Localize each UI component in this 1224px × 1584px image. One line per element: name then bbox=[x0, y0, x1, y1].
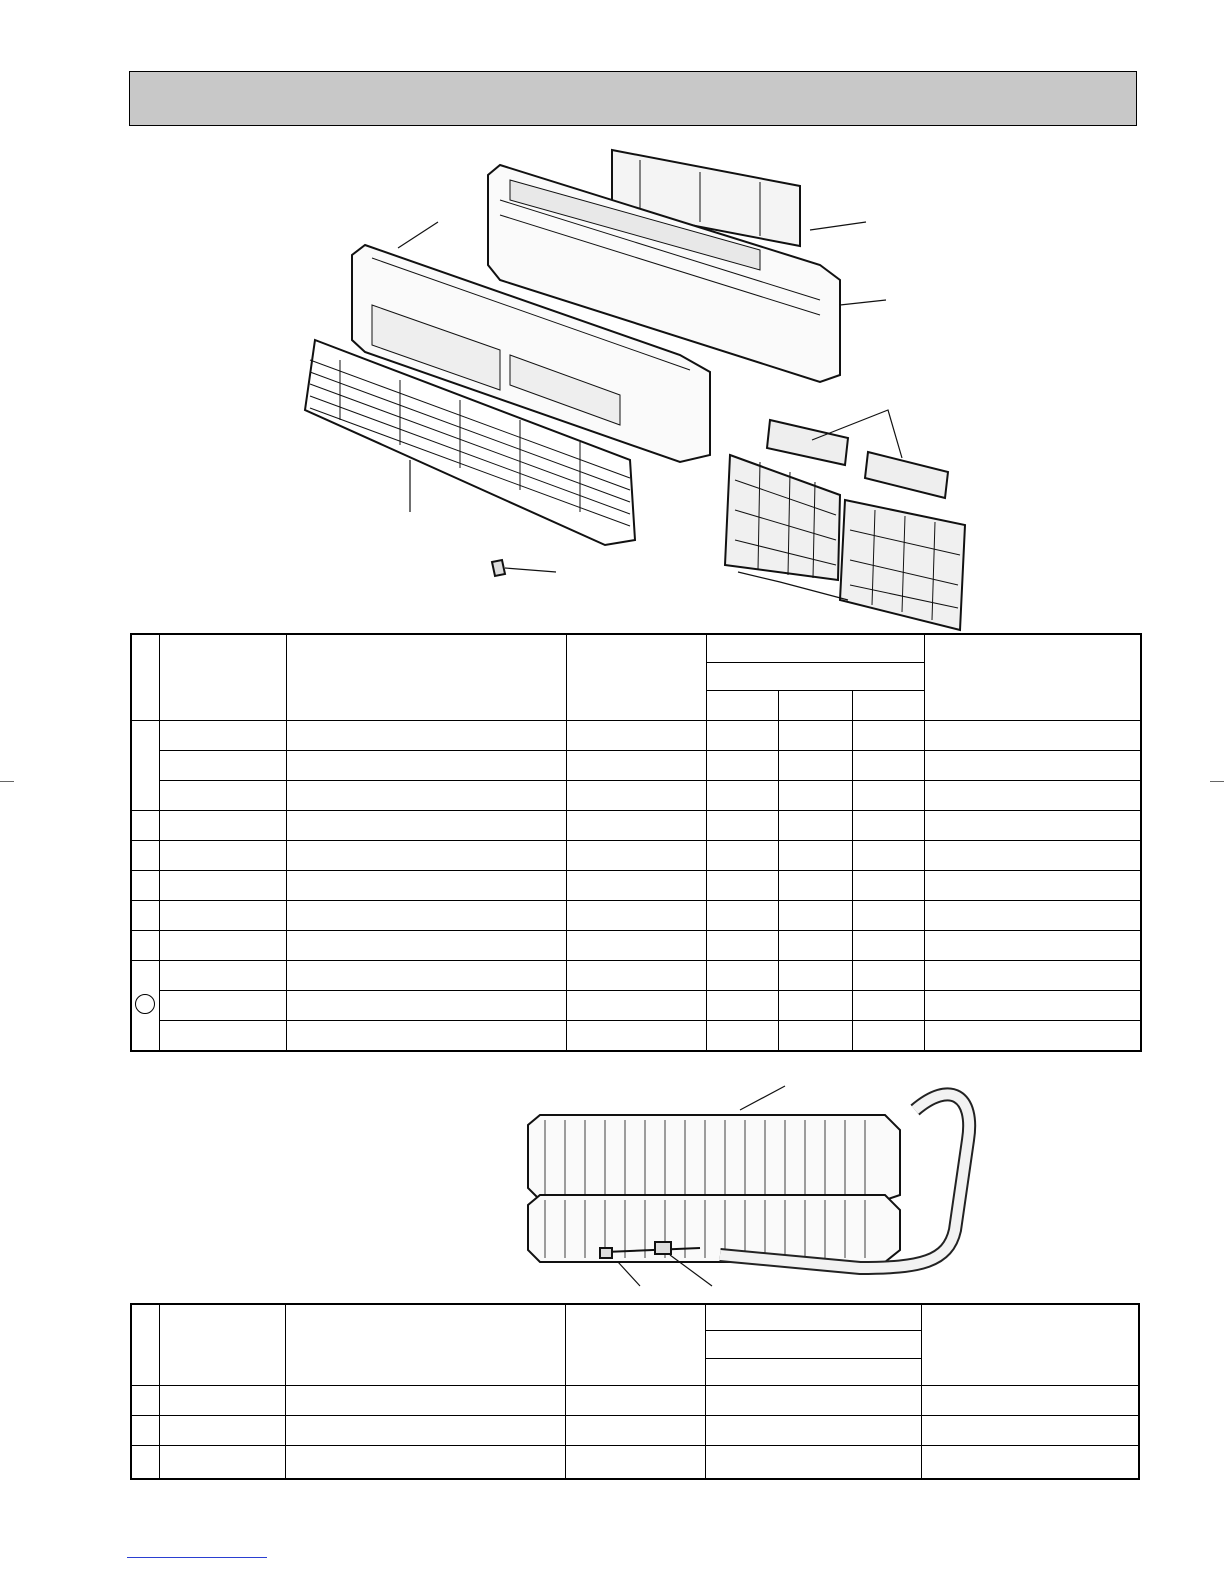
cell-remarks bbox=[921, 1446, 1139, 1480]
cell-mark bbox=[131, 901, 159, 931]
row-mark-group-2 bbox=[131, 961, 159, 1052]
row-mark-group-1 bbox=[131, 721, 159, 811]
cell-remarks bbox=[924, 961, 1141, 991]
cell-qty bbox=[778, 841, 852, 871]
cell-part bbox=[159, 1386, 285, 1416]
header-quantity-group bbox=[706, 634, 924, 663]
cell-qty bbox=[778, 811, 852, 841]
header-qty-col-1 bbox=[706, 691, 778, 721]
cell-part bbox=[159, 841, 286, 871]
table-row bbox=[131, 871, 1141, 901]
cell-qty bbox=[778, 781, 852, 811]
cell-qty bbox=[778, 991, 852, 1021]
header-quantity-group bbox=[705, 1304, 921, 1331]
header-symbol bbox=[565, 1304, 705, 1386]
cell-qty bbox=[852, 781, 924, 811]
cell-part bbox=[159, 751, 286, 781]
table-row bbox=[131, 1021, 1141, 1052]
header-description bbox=[285, 1304, 565, 1386]
cell-symbol bbox=[565, 1446, 705, 1480]
cell-part bbox=[159, 901, 286, 931]
crop-mark-right bbox=[1210, 781, 1224, 782]
cell-qty bbox=[852, 1021, 924, 1052]
cell-part bbox=[159, 811, 286, 841]
chassis-body bbox=[352, 245, 710, 462]
cell-symbol bbox=[566, 871, 706, 901]
cell-qty bbox=[706, 931, 778, 961]
cell-description bbox=[286, 991, 566, 1021]
cell-description bbox=[285, 1446, 565, 1480]
cell-qty bbox=[706, 721, 778, 751]
cell-description bbox=[286, 721, 566, 751]
purifier-filter-right bbox=[865, 452, 948, 498]
indoor-parts-table bbox=[130, 633, 1142, 1052]
cell-remarks bbox=[924, 841, 1141, 871]
circle-mark-icon bbox=[135, 994, 155, 1014]
header-quantity-sub bbox=[705, 1331, 921, 1359]
table-row bbox=[131, 811, 1141, 841]
front-grille bbox=[305, 340, 635, 545]
header-qty-col-3 bbox=[852, 691, 924, 721]
table-row bbox=[131, 1416, 1139, 1446]
cell-part bbox=[159, 931, 286, 961]
table-header-row bbox=[131, 634, 1141, 663]
cell-qty bbox=[852, 751, 924, 781]
cell-remarks bbox=[924, 991, 1141, 1021]
header-qty-col bbox=[705, 1359, 921, 1386]
cell-mark bbox=[131, 1446, 159, 1480]
cell-symbol bbox=[566, 1021, 706, 1052]
footer-link[interactable] bbox=[127, 1557, 267, 1558]
cell-qty bbox=[705, 1446, 921, 1480]
table-row bbox=[131, 961, 1141, 991]
cell-symbol bbox=[566, 961, 706, 991]
cell-qty bbox=[706, 811, 778, 841]
cell-qty bbox=[778, 961, 852, 991]
header-quantity-sub bbox=[706, 663, 924, 691]
cell-qty bbox=[705, 1386, 921, 1416]
cell-description bbox=[286, 751, 566, 781]
cell-qty bbox=[852, 721, 924, 751]
cell-remarks bbox=[921, 1416, 1139, 1446]
cell-symbol bbox=[566, 901, 706, 931]
heat-exchanger-diagram bbox=[528, 1086, 969, 1286]
header-part-no bbox=[159, 634, 286, 721]
cell-description bbox=[286, 1021, 566, 1052]
cell-remarks bbox=[924, 871, 1141, 901]
cell-symbol bbox=[566, 751, 706, 781]
cell-part bbox=[159, 721, 286, 751]
cell-qty bbox=[778, 871, 852, 901]
air-filter-right bbox=[840, 500, 965, 630]
cell-part bbox=[159, 961, 286, 991]
cell-part bbox=[159, 1416, 285, 1446]
cell-description bbox=[286, 781, 566, 811]
cell-qty bbox=[706, 961, 778, 991]
header-mark bbox=[131, 634, 159, 721]
table-row bbox=[131, 1446, 1139, 1480]
cell-symbol bbox=[566, 811, 706, 841]
cell-symbol bbox=[566, 991, 706, 1021]
cell-part bbox=[159, 781, 286, 811]
cell-description bbox=[286, 871, 566, 901]
table-row bbox=[131, 991, 1141, 1021]
cell-qty bbox=[705, 1416, 921, 1446]
cell-description bbox=[285, 1416, 565, 1446]
cell-description bbox=[286, 901, 566, 931]
header-description bbox=[286, 634, 566, 721]
cell-remarks bbox=[924, 931, 1141, 961]
cell-mark bbox=[131, 931, 159, 961]
cell-qty bbox=[852, 961, 924, 991]
cell-qty bbox=[852, 991, 924, 1021]
cell-remarks bbox=[924, 781, 1141, 811]
cell-mark bbox=[131, 811, 159, 841]
cell-remarks bbox=[924, 811, 1141, 841]
cell-remarks bbox=[921, 1386, 1139, 1416]
header-qty-col-2 bbox=[778, 691, 852, 721]
table-row bbox=[131, 781, 1141, 811]
cell-mark bbox=[131, 1386, 159, 1416]
cell-qty bbox=[778, 931, 852, 961]
cell-symbol bbox=[566, 931, 706, 961]
table-row bbox=[131, 841, 1141, 871]
cell-qty bbox=[852, 931, 924, 961]
header-remarks bbox=[921, 1304, 1139, 1386]
cell-part bbox=[159, 1446, 285, 1480]
cell-symbol bbox=[565, 1416, 705, 1446]
table-row bbox=[131, 1386, 1139, 1416]
cell-qty bbox=[778, 721, 852, 751]
cell-description bbox=[286, 931, 566, 961]
cell-remarks bbox=[924, 751, 1141, 781]
cell-qty bbox=[706, 841, 778, 871]
cell-qty bbox=[852, 841, 924, 871]
cell-description bbox=[286, 961, 566, 991]
cell-part bbox=[159, 1021, 286, 1052]
table-row bbox=[131, 751, 1141, 781]
cell-qty bbox=[852, 901, 924, 931]
table-row bbox=[131, 721, 1141, 751]
table-row bbox=[131, 901, 1141, 931]
cell-qty bbox=[706, 991, 778, 1021]
cell-qty bbox=[706, 871, 778, 901]
cell-mark bbox=[131, 1416, 159, 1446]
table-row bbox=[131, 931, 1141, 961]
installation-plate bbox=[612, 150, 800, 246]
header-mark bbox=[131, 1304, 159, 1386]
table-header-row bbox=[131, 1304, 1139, 1331]
cell-remarks bbox=[924, 1021, 1141, 1052]
cell-part bbox=[159, 991, 286, 1021]
small-clip bbox=[492, 560, 505, 576]
heat-exchanger-parts-table bbox=[130, 1303, 1140, 1480]
cell-symbol bbox=[566, 781, 706, 811]
header-part-no bbox=[159, 1304, 285, 1386]
cell-description bbox=[285, 1386, 565, 1416]
cell-description bbox=[286, 841, 566, 871]
cell-qty bbox=[778, 1021, 852, 1052]
air-filter-left bbox=[725, 455, 840, 580]
cell-symbol bbox=[565, 1386, 705, 1416]
purifier-filter-left bbox=[767, 420, 848, 465]
cell-mark bbox=[131, 841, 159, 871]
cell-qty bbox=[706, 1021, 778, 1052]
cell-qty bbox=[852, 871, 924, 901]
cell-qty bbox=[706, 901, 778, 931]
cell-qty bbox=[778, 751, 852, 781]
cell-remarks bbox=[924, 721, 1141, 751]
header-symbol bbox=[566, 634, 706, 721]
cell-qty bbox=[706, 751, 778, 781]
crop-mark-left bbox=[0, 781, 14, 782]
cell-qty bbox=[706, 781, 778, 811]
cell-symbol bbox=[566, 721, 706, 751]
cell-qty bbox=[778, 901, 852, 931]
cell-description bbox=[286, 811, 566, 841]
cell-part bbox=[159, 871, 286, 901]
cell-remarks bbox=[924, 901, 1141, 931]
cell-mark bbox=[131, 871, 159, 901]
header-remarks bbox=[924, 634, 1141, 721]
rear-housing bbox=[488, 165, 840, 382]
cell-qty bbox=[852, 811, 924, 841]
cell-symbol bbox=[566, 841, 706, 871]
section-title-bar bbox=[129, 71, 1137, 126]
